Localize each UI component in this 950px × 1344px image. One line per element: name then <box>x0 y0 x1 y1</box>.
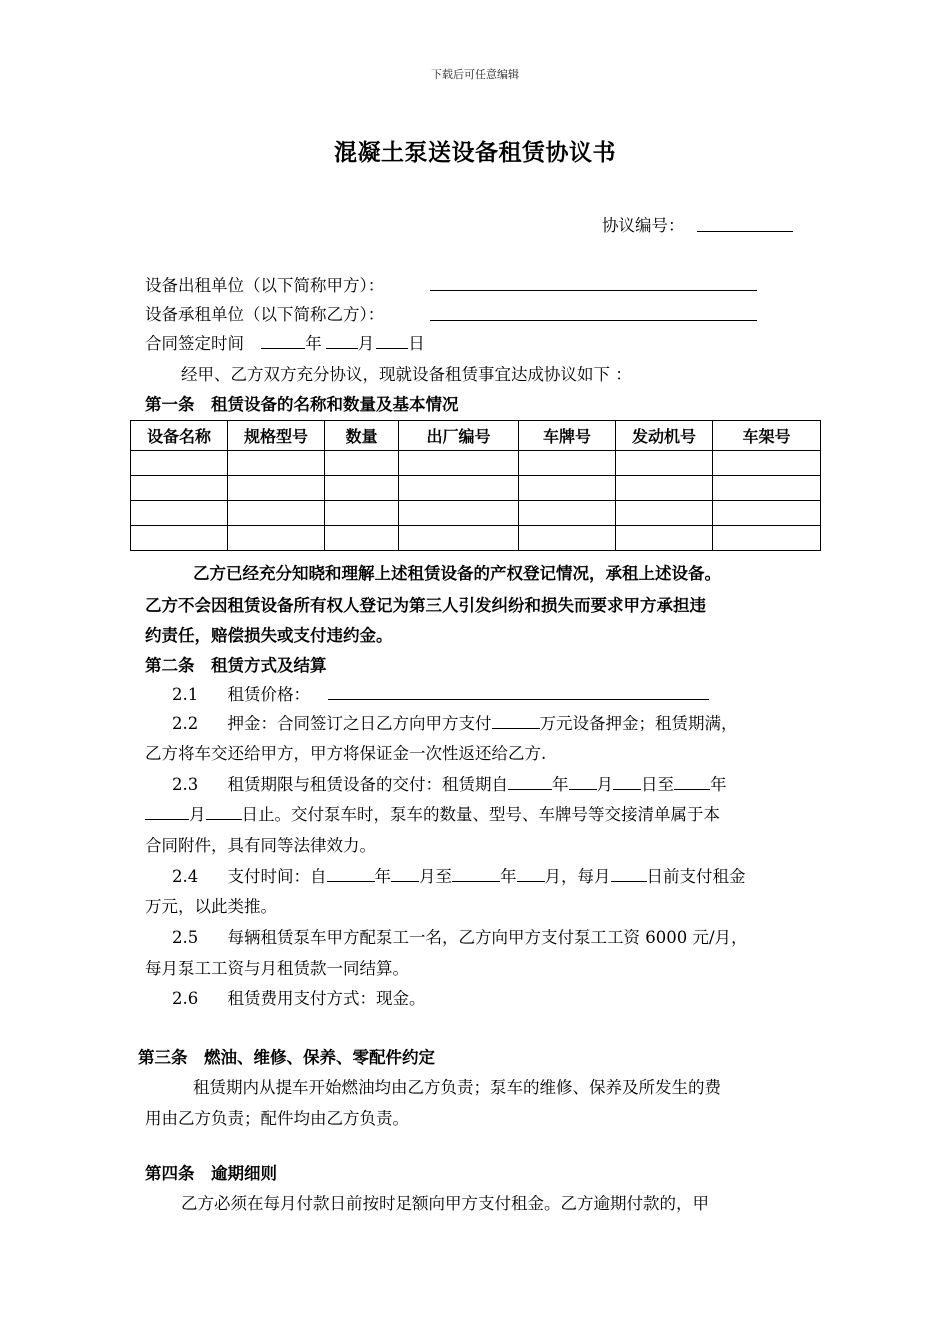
table-cell[interactable] <box>131 501 228 526</box>
col-header-model: 规格型号 <box>228 421 325 451</box>
table-cell[interactable] <box>616 476 713 501</box>
table-cell[interactable] <box>325 501 399 526</box>
signing-month-field[interactable] <box>326 330 358 349</box>
agreement-number-label: 协议编号： <box>602 216 685 235</box>
table-cell[interactable] <box>519 476 616 501</box>
lease-end-month-field[interactable] <box>145 801 189 820</box>
table-cell[interactable] <box>399 476 519 501</box>
clause-2-4-number: 2.4 <box>172 867 199 886</box>
article1-heading: 第一条 租赁设备的名称和数量及基本情况 <box>145 395 459 414</box>
signing-day-unit: 日 <box>408 334 425 353</box>
lessor-label: 设备出租单位（以下简称甲方）： <box>145 276 385 295</box>
clause-2-6-number: 2.6 <box>172 989 199 1008</box>
clause-2-3-number: 2.3 <box>172 775 199 794</box>
col-header-quantity: 数量 <box>325 421 399 451</box>
clause-2-2-text-a: 押金：合同签订之日乙方向甲方支付 <box>227 714 492 733</box>
table-cell[interactable] <box>399 526 519 551</box>
article1-note-line2: 乙方不会因租赁设备所有权人登记为第三人引发纠纷和损失而要求甲方承担违 <box>145 596 706 615</box>
lease-start-day-field[interactable] <box>613 771 641 790</box>
unit-month: 月 <box>596 775 613 794</box>
signing-day-field[interactable] <box>376 330 408 349</box>
col-header-equipment-name: 设备名称 <box>131 421 228 451</box>
article3-heading: 第三条 燃油、维修、保养、零配件约定 <box>138 1048 435 1067</box>
table-cell[interactable] <box>519 451 616 476</box>
clause-2-5-number: 2.5 <box>172 928 199 947</box>
table-row <box>131 501 821 526</box>
agreement-number-field[interactable] <box>697 231 793 232</box>
document-title: 混凝土泵送设备租赁协议书 <box>334 139 616 166</box>
col-header-engine-no: 发动机号 <box>616 421 713 451</box>
clause-2-3 <box>172 771 727 795</box>
lease-start-year-field[interactable] <box>508 771 552 790</box>
clause-2-6-text: 租赁费用支付方式：现金。 <box>227 989 426 1008</box>
clause-2-1 <box>172 681 310 705</box>
clause-2-5 <box>172 924 748 948</box>
table-cell[interactable] <box>713 501 821 526</box>
clause-2-5-text: 每辆租赁泵车甲方配泵工一名，乙方向甲方支付泵工工资 6000 元/月， <box>227 928 748 947</box>
table-cell[interactable] <box>325 526 399 551</box>
table-cell[interactable] <box>519 526 616 551</box>
clause-2-2-text-b: 万元设备押金；租赁期满， <box>539 714 738 733</box>
lessee-label: 设备承租单位（以下简称乙方）： <box>145 305 385 324</box>
unit-month-to: 月至 <box>419 867 452 886</box>
table-cell[interactable] <box>228 451 325 476</box>
article4-line1: 乙方必须在每月付款日前按时足额向甲方支付租金。乙方逾期付款的，甲 <box>181 1194 709 1213</box>
table-cell[interactable] <box>228 526 325 551</box>
article3-line2: 用由乙方负责；配件均由乙方负责。 <box>145 1109 409 1128</box>
signing-month-unit: 月 <box>357 334 375 353</box>
pay-start-month-field[interactable] <box>391 863 419 882</box>
lease-start-month-field[interactable] <box>569 771 597 790</box>
equipment-table-header <box>131 421 821 451</box>
clause-2-2 <box>172 710 738 734</box>
article1-note-line3: 约责任，赔偿损失或支付违约金。 <box>145 626 393 645</box>
clause-2-6 <box>172 985 426 1009</box>
article1-note-line1: 乙方已经充分知晓和理解上述租赁设备的产权登记情况，承租上述设备。 <box>193 564 721 583</box>
table-cell[interactable] <box>713 526 821 551</box>
table-cell[interactable] <box>616 451 713 476</box>
clause-2-2-number: 2.2 <box>172 714 199 733</box>
pay-end-year-field[interactable] <box>452 863 500 882</box>
table-cell[interactable] <box>131 451 228 476</box>
lessee-field[interactable] <box>430 320 757 321</box>
table-cell[interactable] <box>519 501 616 526</box>
intro-paragraph: 经甲、乙方双方充分协议，现就设备租赁事宜达成协议如下 ： <box>181 365 632 384</box>
col-header-serial-no: 出厂编号 <box>399 421 519 451</box>
clause-2-4-text-b: 日前支付租金 <box>646 867 746 886</box>
signing-date-line <box>145 330 425 354</box>
col-header-plate-no: 车牌号 <box>519 421 616 451</box>
pay-day-field[interactable] <box>611 863 647 882</box>
clause-2-3-text-a: 租赁期限与租赁设备的交付：租赁期自 <box>227 775 508 794</box>
clause-2-1-number: 2.1 <box>172 685 199 704</box>
unit-year-2: 年 <box>710 775 727 794</box>
unit-month-2: 月 <box>189 805 206 824</box>
table-cell[interactable] <box>616 501 713 526</box>
lease-end-day-field[interactable] <box>206 801 242 820</box>
table-cell[interactable] <box>228 501 325 526</box>
clause-2-5-line2: 每月泵工工资与月租赁款一同结算。 <box>145 959 409 978</box>
lessor-field[interactable] <box>430 290 757 291</box>
table-cell[interactable] <box>228 476 325 501</box>
unit-year-4: 年 <box>500 867 517 886</box>
col-header-frame-no: 车架号 <box>713 421 821 451</box>
table-cell[interactable] <box>713 451 821 476</box>
unit-year-3: 年 <box>374 867 391 886</box>
table-row <box>131 451 821 476</box>
signing-year-field[interactable] <box>261 330 305 349</box>
clause-2-4-line2: 万元，以此类推。 <box>145 897 277 916</box>
clause-2-3-line2 <box>145 801 720 825</box>
equipment-table <box>130 420 821 551</box>
table-cell[interactable] <box>325 476 399 501</box>
table-cell[interactable] <box>131 526 228 551</box>
clause-2-3-text-b: 日止。交付泵车时，泵车的数量、型号、车牌号等交接清单属于本 <box>241 805 720 824</box>
table-cell[interactable] <box>399 451 519 476</box>
signing-year-unit: 年 <box>305 334 322 353</box>
table-row <box>131 476 821 501</box>
article4-heading: 第四条 逾期细则 <box>145 1164 277 1183</box>
table-cell[interactable] <box>131 476 228 501</box>
table-cell[interactable] <box>713 476 821 501</box>
deposit-amount-field[interactable] <box>492 710 540 729</box>
clause-2-3-line3: 合同附件，具有同等法律效力。 <box>145 836 376 855</box>
unit-day-to: 日至 <box>641 775 674 794</box>
pay-end-month-field[interactable] <box>517 863 545 882</box>
table-cell[interactable] <box>325 451 399 476</box>
unit-month-each: 月，每月 <box>544 867 611 886</box>
unit-year: 年 <box>552 775 569 794</box>
clause-2-4 <box>172 863 746 887</box>
header-note: 下载后可任意编辑 <box>431 68 519 81</box>
clause-2-2-line2: 乙方将车交还给甲方，甲方将保证金一次性返还给乙方. <box>145 744 547 763</box>
lease-end-year-field[interactable] <box>674 771 710 790</box>
table-row <box>131 526 821 551</box>
table-cell[interactable] <box>616 526 713 551</box>
rental-price-field[interactable] <box>328 699 709 700</box>
article2-heading: 第二条 租赁方式及结算 <box>145 656 327 675</box>
signing-date-label: 合同签定时间 <box>145 334 244 353</box>
article3-line1: 租赁期内从提车开始燃油均由乙方负责；泵车的维修、保养及所发生的费 <box>193 1078 721 1097</box>
clause-2-1-text: 租赁价格： <box>227 685 310 704</box>
pay-start-year-field[interactable] <box>327 863 375 882</box>
clause-2-4-text-a: 支付时间：自 <box>227 867 327 886</box>
table-cell[interactable] <box>399 501 519 526</box>
